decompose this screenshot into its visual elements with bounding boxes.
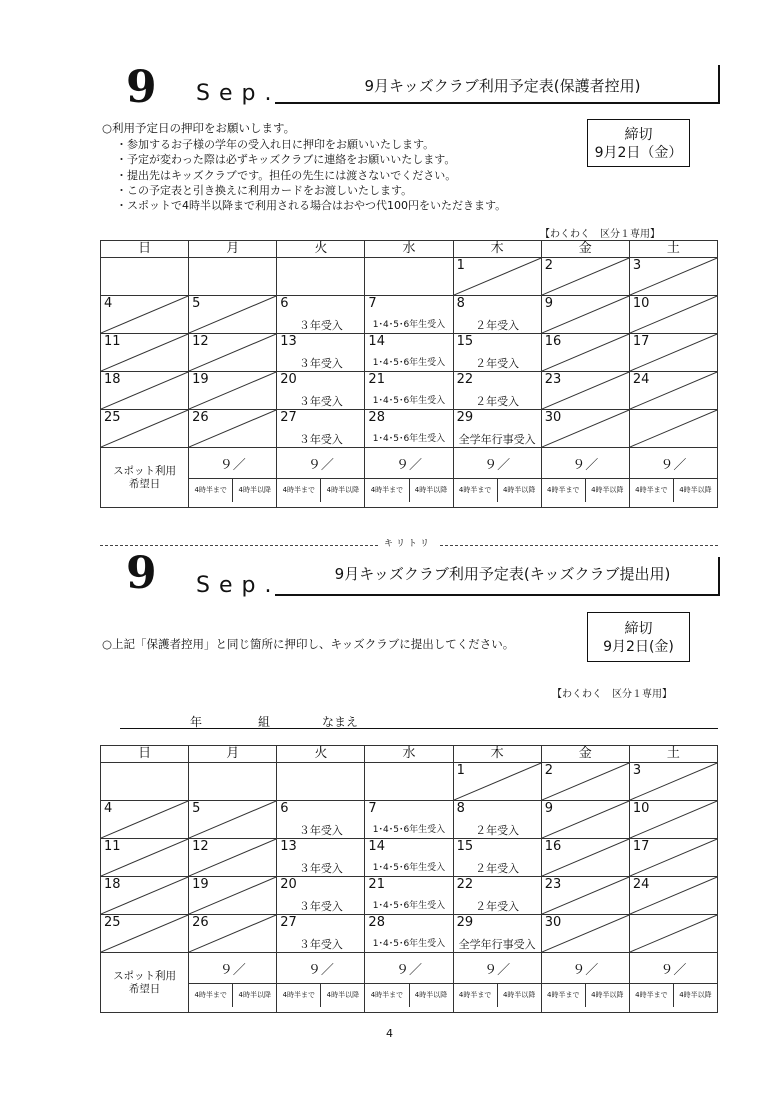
calendar-day-cell[interactable] — [365, 877, 453, 915]
day-number: 11 — [104, 839, 121, 854]
day-number: 19 — [192, 877, 209, 892]
spot-after-option[interactable]: 4時半以降 — [585, 984, 629, 1007]
acceptance-note: 1･4･5･6年生受入 — [372, 939, 446, 949]
unavailable-diagonal-icon — [630, 410, 717, 447]
calendar-day-cell — [189, 915, 277, 953]
day-number: 5 — [192, 801, 201, 816]
calendar-day-cell[interactable] — [365, 410, 453, 448]
category-label: 【わくわく 区分１専用】 — [552, 689, 672, 700]
spot-date-cell[interactable] — [453, 953, 541, 1013]
day-number: 23 — [544, 372, 562, 387]
unavailable-diagonal-icon — [189, 801, 276, 838]
calendar-day-cell[interactable] — [277, 801, 365, 839]
day-number: 20 — [280, 877, 297, 892]
calendar-day-cell — [541, 334, 629, 372]
spot-date-field[interactable]: ９／ — [307, 457, 334, 473]
spot-date-cell[interactable] — [189, 953, 277, 1013]
day-number: 8 — [456, 296, 465, 311]
spot-label: 希望日 — [128, 477, 161, 490]
spot-date-field[interactable]: ９／ — [660, 457, 687, 473]
spot-date-field[interactable]: ９／ — [572, 457, 599, 473]
calendar-week-row — [101, 296, 718, 334]
calendar-day-cell[interactable] — [365, 334, 453, 372]
calendar-week-row — [101, 410, 718, 448]
day-number: 28 — [368, 915, 385, 930]
unavailable-diagonal-icon — [101, 296, 188, 333]
day-number: 29 — [456, 915, 474, 930]
spot-row — [101, 953, 718, 1013]
calendar-day-cell[interactable] — [453, 801, 541, 839]
spot-before-option[interactable]: 4時半まで — [282, 990, 316, 999]
weekday-header: 木 — [453, 746, 541, 763]
spot-date-cell[interactable] — [541, 448, 629, 508]
acceptance-note: ２年受入 — [475, 824, 520, 837]
acceptance-note: ２年受入 — [475, 395, 520, 408]
acceptance-note: 1･4･5･6年生受入 — [372, 825, 446, 835]
unavailable-diagonal-icon — [630, 763, 717, 800]
spot-after-option[interactable]: 4時半以降 — [585, 479, 629, 502]
day-number: 8 — [456, 801, 465, 816]
deadline-box — [587, 612, 690, 662]
unavailable-diagonal-icon — [630, 915, 717, 952]
day-number: 11 — [104, 334, 121, 349]
spot-label: スポット利用 — [113, 464, 177, 477]
day-number: 4 — [104, 296, 113, 311]
month-number: 9 — [126, 548, 157, 599]
day-number: 28 — [368, 410, 385, 425]
weekday-header: 日 — [101, 241, 189, 258]
deadline-box — [587, 119, 690, 167]
weekday-header: 日 — [101, 746, 189, 763]
name-underline[interactable] — [120, 728, 718, 729]
day-number: 22 — [456, 372, 474, 387]
day-number: 2 — [544, 258, 553, 273]
spot-before-option[interactable]: 4時半まで — [547, 485, 580, 494]
day-number: 29 — [456, 410, 474, 425]
day-number: 20 — [280, 372, 297, 387]
category-label: 【わくわく 区分１専用】 — [540, 229, 660, 240]
spot-label-cell — [101, 953, 189, 1013]
calendar-day-cell — [101, 915, 189, 953]
weekday-header: 火 — [277, 746, 365, 763]
spot-date-cell[interactable] — [189, 448, 277, 508]
day-number: 9 — [544, 801, 553, 816]
calendar-day-cell — [189, 372, 277, 410]
day-number: 10 — [632, 296, 650, 311]
calendar-day-cell — [189, 839, 277, 877]
page-title: 9月キッズクラブ利用予定表(保護者控用) — [364, 77, 641, 95]
spot-date-field[interactable]: ９／ — [395, 962, 422, 978]
calendar-day-cell[interactable] — [277, 915, 365, 953]
spot-date-field[interactable]: ９／ — [219, 962, 246, 978]
spot-date-field[interactable]: ９／ — [484, 962, 511, 978]
title-bracket — [718, 557, 720, 596]
day-number: 10 — [632, 801, 650, 816]
day-number: 27 — [280, 915, 297, 930]
acceptance-note: 1･4･5･6年生受入 — [372, 358, 446, 368]
calendar-day-cell — [629, 410, 717, 448]
calendar-week-row — [101, 801, 718, 839]
calendar-day-cell — [189, 801, 277, 839]
note-item: ・この予定表と引き換えに利用カードをお渡しいたします。 — [116, 183, 413, 197]
calendar-day-cell — [101, 296, 189, 334]
unavailable-diagonal-icon — [189, 296, 276, 333]
day-number: 30 — [544, 915, 562, 930]
day-number: 25 — [104, 915, 121, 930]
calendar-day-cell[interactable] — [101, 258, 189, 296]
calendar-day-cell — [101, 334, 189, 372]
weekday-header: 金 — [541, 241, 629, 258]
day-number: 12 — [192, 334, 209, 349]
title-underline — [275, 594, 720, 596]
weekday-header: 月 — [189, 746, 277, 763]
calendar-day-cell[interactable] — [365, 296, 453, 334]
day-number: 18 — [104, 877, 121, 892]
spot-before-option[interactable]: 4時半まで — [458, 990, 492, 999]
calendar-week-row — [101, 334, 718, 372]
spot-time-options — [454, 478, 541, 502]
calendar-week-row — [101, 877, 718, 915]
acceptance-note: ３年受入 — [298, 357, 343, 370]
calendar-day-cell — [541, 877, 629, 915]
calendar-day-cell[interactable] — [101, 763, 189, 801]
calendar-day-cell — [629, 877, 717, 915]
spot-before-option[interactable]: 4時半まで — [635, 990, 668, 999]
day-number: 15 — [456, 334, 474, 349]
spot-row — [101, 448, 718, 508]
spot-date-cell[interactable] — [277, 953, 365, 1013]
acceptance-note: ３年受入 — [298, 824, 343, 837]
deadline-label: 締切 — [624, 621, 653, 637]
calendar-day-cell — [629, 763, 717, 801]
acceptance-note: ２年受入 — [475, 900, 520, 913]
spot-date-field[interactable]: ９／ — [307, 962, 334, 978]
spot-date-cell[interactable] — [541, 953, 629, 1013]
unavailable-diagonal-icon — [101, 801, 188, 838]
spot-after-option[interactable]: 4時半以降 — [320, 984, 364, 1007]
spot-after-option[interactable]: 4時半以降 — [497, 984, 541, 1007]
spot-before-option[interactable]: 4時半まで — [282, 485, 316, 494]
calendar-day-cell — [189, 334, 277, 372]
unavailable-diagonal-icon — [454, 763, 541, 800]
title-bracket — [718, 65, 720, 104]
spot-date-field[interactable]: ９／ — [484, 457, 511, 473]
spot-time-options — [365, 478, 452, 502]
spot-date-cell[interactable] — [629, 448, 717, 508]
acceptance-note: 1･4･5･6年生受入 — [372, 396, 446, 406]
spot-label: 希望日 — [128, 982, 161, 995]
spot-date-field[interactable]: ９／ — [395, 457, 422, 473]
calendar-week-row — [101, 258, 718, 296]
calendar-day-cell — [541, 410, 629, 448]
calendar-table — [100, 240, 718, 508]
spot-date-field[interactable]: ９／ — [219, 457, 246, 473]
spot-date-field[interactable]: ９／ — [572, 962, 599, 978]
spot-before-option[interactable]: 4時半まで — [370, 485, 404, 494]
deadline-date: 9月2日(金) — [603, 639, 674, 655]
acceptance-note: 1･4･5･6年生受入 — [372, 320, 446, 330]
spot-time-options — [630, 478, 717, 502]
day-number: 1 — [456, 763, 465, 778]
day-number: 27 — [280, 410, 297, 425]
day-number: 2 — [544, 763, 553, 778]
spot-after-option[interactable]: 4時半以降 — [409, 479, 453, 502]
weekday-header: 水 — [365, 746, 453, 763]
calendar-day-cell[interactable] — [365, 839, 453, 877]
calendar-day-cell — [629, 372, 717, 410]
calendar-day-cell[interactable] — [277, 877, 365, 915]
spot-time-options — [277, 478, 364, 502]
calendar-day-cell[interactable] — [277, 839, 365, 877]
calendar-day-cell — [541, 296, 629, 334]
calendar-day-cell — [541, 801, 629, 839]
acceptance-note: ２年受入 — [475, 357, 520, 370]
month-abbr: Sep. — [196, 573, 281, 598]
day-number: 6 — [280, 801, 289, 816]
note-item: ・スポットで4時半以降まで利用される場合はおやつ代100円をいただきます。 — [116, 199, 507, 213]
calendar-day-cell — [101, 839, 189, 877]
acceptance-note: ２年受入 — [475, 862, 520, 875]
calendar-day-cell — [629, 915, 717, 953]
day-number: 7 — [368, 296, 377, 311]
name-label: なまえ — [322, 715, 359, 729]
note-item: ・参加するお子様の学年の受入れ日に押印をお願いいたします。 — [116, 138, 435, 151]
instruction: ○上記「保護者控用」と同じ箇所に押印し、キッズクラブに提出してください。 — [102, 637, 515, 651]
spot-after-option[interactable]: 4時半以降 — [232, 479, 276, 502]
calendar-day-cell[interactable] — [453, 839, 541, 877]
spot-time-options — [542, 478, 629, 502]
calendar-day-cell[interactable] — [277, 410, 365, 448]
acceptance-note: ３年受入 — [298, 319, 343, 332]
calendar-day-cell — [541, 372, 629, 410]
day-number: 12 — [192, 839, 209, 854]
acceptance-note: ３年受入 — [298, 900, 343, 913]
day-number: 3 — [632, 258, 642, 273]
spot-label: スポット利用 — [113, 969, 177, 982]
weekday-header: 土 — [629, 746, 717, 763]
day-number: 26 — [192, 410, 209, 425]
spot-date-cell[interactable] — [629, 953, 717, 1013]
spot-before-option[interactable]: 4時半まで — [458, 485, 492, 494]
calendar-day-cell[interactable] — [365, 372, 453, 410]
day-number: 17 — [632, 839, 650, 854]
spot-after-option[interactable]: 4時半以降 — [232, 984, 276, 1007]
cut-label: キリトリ — [378, 536, 438, 549]
calendar-table — [100, 745, 718, 1013]
spot-before-option[interactable]: 4時半まで — [194, 990, 227, 999]
spot-before-option[interactable]: 4時半まで — [194, 485, 227, 494]
unavailable-diagonal-icon — [630, 258, 717, 295]
weekday-header: 木 — [453, 241, 541, 258]
day-number: 16 — [544, 839, 562, 854]
deadline-label: 締切 — [624, 127, 653, 143]
spot-time-options — [277, 983, 364, 1007]
spot-time-options — [630, 983, 717, 1007]
page-number: 4 — [386, 1027, 393, 1040]
acceptance-note: 1･4･5･6年生受入 — [372, 901, 446, 911]
calendar-day-cell[interactable] — [277, 372, 365, 410]
spot-before-option[interactable]: 4時半まで — [547, 990, 580, 999]
day-number: 13 — [280, 334, 297, 349]
calendar-day-cell — [541, 258, 629, 296]
calendar-day-cell — [101, 410, 189, 448]
spot-date-field[interactable]: ９／ — [660, 962, 687, 978]
calendar-day-cell[interactable] — [277, 296, 365, 334]
calendar-day-cell[interactable] — [453, 372, 541, 410]
spot-before-option[interactable]: 4時半まで — [370, 990, 404, 999]
calendar-day-cell[interactable] — [365, 915, 453, 953]
weekday-header: 土 — [629, 241, 717, 258]
day-number: 6 — [280, 296, 289, 311]
spot-before-option[interactable]: 4時半まで — [635, 485, 668, 494]
calendar-day-cell — [189, 410, 277, 448]
day-number: 15 — [456, 839, 474, 854]
month-number: 9 — [126, 62, 157, 113]
spot-date-cell[interactable] — [453, 448, 541, 508]
day-number: 5 — [192, 296, 201, 311]
calendar-day-cell — [101, 372, 189, 410]
calendar-day-cell — [629, 839, 717, 877]
calendar-day-cell — [629, 801, 717, 839]
day-number: 18 — [104, 372, 121, 387]
calendar-day-cell[interactable] — [189, 258, 277, 296]
day-number: 24 — [632, 877, 650, 892]
spot-after-option[interactable]: 4時半以降 — [409, 984, 453, 1007]
unavailable-diagonal-icon — [542, 801, 629, 838]
acceptance-note: 1･4･5･6年生受入 — [372, 434, 446, 444]
spot-time-options — [365, 983, 452, 1007]
calendar-day-cell — [101, 877, 189, 915]
day-number: 30 — [544, 410, 562, 425]
weekday-header: 水 — [365, 241, 453, 258]
spot-after-option[interactable]: 4時半以降 — [320, 479, 364, 502]
acceptance-note: ３年受入 — [298, 395, 343, 408]
calendar-day-cell — [629, 296, 717, 334]
day-number: 25 — [104, 410, 121, 425]
calendar-week-row — [101, 915, 718, 953]
unavailable-diagonal-icon — [454, 258, 541, 295]
spot-time-options — [542, 983, 629, 1007]
grade-label: 年 — [190, 715, 203, 729]
spot-date-cell[interactable] — [365, 953, 453, 1013]
weekday-header: 金 — [541, 746, 629, 763]
spot-time-options — [189, 983, 276, 1007]
month-abbr: Sep. — [196, 81, 281, 106]
acceptance-note: 全学年行事受入 — [458, 938, 536, 951]
spot-date-cell[interactable] — [365, 448, 453, 508]
calendar-week-row — [101, 763, 718, 801]
weekday-header: 火 — [277, 241, 365, 258]
day-number: 17 — [632, 334, 650, 349]
calendar-week-row — [101, 839, 718, 877]
calendar-day-cell[interactable] — [277, 258, 365, 296]
note-item: ・予定が変わった際は必ずキッズクラブに連絡をお願いいたします。 — [116, 153, 456, 167]
calendar-day-cell — [541, 763, 629, 801]
day-number: 7 — [368, 801, 377, 816]
calendar-day-cell[interactable] — [453, 296, 541, 334]
day-number: 14 — [368, 334, 385, 349]
day-number: 21 — [368, 877, 385, 892]
calendar-day-cell[interactable] — [365, 801, 453, 839]
spot-label-cell — [101, 448, 189, 508]
unavailable-diagonal-icon — [542, 763, 629, 800]
day-number: 26 — [192, 915, 209, 930]
calendar-day-cell[interactable] — [453, 877, 541, 915]
calendar-day-cell[interactable] — [365, 763, 453, 801]
calendar-day-cell[interactable] — [189, 763, 277, 801]
day-number: 1 — [456, 258, 465, 273]
spot-time-options — [454, 983, 541, 1007]
calendar-day-cell[interactable] — [365, 258, 453, 296]
acceptance-note: ３年受入 — [298, 938, 343, 951]
day-number: 13 — [280, 839, 297, 854]
page-title: 9月キッズクラブ利用予定表(キッズクラブ提出用) — [334, 565, 671, 583]
spot-after-option[interactable]: 4時半以降 — [497, 479, 541, 502]
day-number: 4 — [104, 801, 113, 816]
calendar-day-cell — [629, 258, 717, 296]
day-number: 19 — [192, 372, 209, 387]
unavailable-diagonal-icon — [542, 258, 629, 295]
calendar-day-cell[interactable] — [453, 915, 541, 953]
weekday-header: 月 — [189, 241, 277, 258]
unavailable-diagonal-icon — [542, 296, 629, 333]
acceptance-note: 全学年行事受入 — [458, 433, 536, 446]
acceptance-note: 1･4･5･6年生受入 — [372, 863, 446, 873]
acceptance-note: ２年受入 — [475, 319, 520, 332]
title-underline — [275, 102, 720, 104]
day-number: 14 — [368, 839, 385, 854]
day-number: 9 — [544, 296, 553, 311]
instruction: ○利用予定日の押印をお願いします。 — [102, 121, 296, 135]
calendar-day-cell — [101, 801, 189, 839]
calendar-day-cell[interactable] — [277, 334, 365, 372]
calendar-day-cell[interactable] — [453, 410, 541, 448]
calendar-day-cell — [189, 877, 277, 915]
day-number: 22 — [456, 877, 474, 892]
day-number: 3 — [632, 763, 642, 778]
calendar-day-cell — [541, 915, 629, 953]
spot-time-options — [189, 478, 276, 502]
acceptance-note: ３年受入 — [298, 862, 343, 875]
calendar-day-cell — [189, 296, 277, 334]
day-number: 24 — [632, 372, 650, 387]
spot-date-cell[interactable] — [277, 448, 365, 508]
deadline-date: 9月2日（金） — [594, 145, 683, 161]
calendar-day-cell — [629, 334, 717, 372]
day-number: 16 — [544, 334, 562, 349]
day-number: 23 — [544, 877, 562, 892]
calendar-day-cell — [541, 839, 629, 877]
day-number: 21 — [368, 372, 385, 387]
calendar-week-row — [101, 372, 718, 410]
class-label: 組 — [258, 715, 271, 729]
calendar-day-cell[interactable] — [453, 334, 541, 372]
spot-after-option[interactable]: 4時半以降 — [673, 984, 717, 1007]
acceptance-note: ３年受入 — [298, 433, 343, 446]
calendar-day-cell[interactable] — [277, 763, 365, 801]
spot-after-option[interactable]: 4時半以降 — [673, 479, 717, 502]
calendar-day-cell — [453, 763, 541, 801]
note-item: ・提出先はキッズクラブです。担任の先生には渡さないでください。 — [116, 168, 457, 182]
notes-list — [116, 137, 506, 213]
calendar-day-cell — [453, 258, 541, 296]
